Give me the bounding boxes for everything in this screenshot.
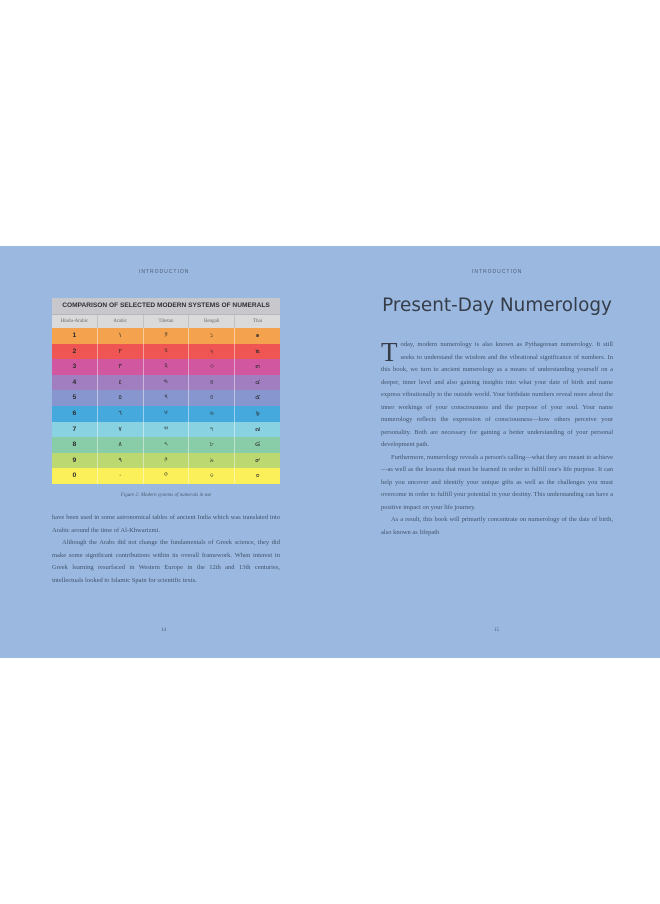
table-header-cell: Tibetan [144, 315, 190, 328]
right-running-head: INTRODUCTION [472, 269, 523, 275]
table-cell: ๖ [255, 409, 260, 417]
table-cell: 4 [52, 375, 98, 391]
table-cell: ༣ [144, 359, 190, 375]
table-caption: Figure 2: Modern systems of numerals in use [120, 493, 212, 498]
table-row [52, 375, 280, 391]
table-cell: ๙ [255, 456, 260, 464]
table-cell: 8 [52, 437, 98, 453]
left-body-text [52, 512, 280, 587]
table-cell: ٧ [98, 422, 144, 438]
table-header-cell: Bengali [189, 315, 235, 328]
book-spread [0, 246, 660, 658]
chapter-title: Present-Day Numerology [382, 295, 612, 316]
table-cell: 9 [52, 453, 98, 469]
table-cell: ๓ [255, 363, 260, 371]
table-cell: ༨ [144, 437, 190, 453]
left-paragraph: Although the Arabs did not change the fundamentals of Greek science, they did make some significant contributions within its overall framework. When interest in Greek learning resurfaced in Western Europe in the 12th and 13th centuries, intellectuals looked to Islamic Spain for scientific texts. [52, 539, 280, 584]
right-paragraph: As a result, this book will primarily concentrate on numerology of the date of birth, also known as lifepath [381, 516, 613, 536]
table-cell: 3 [52, 359, 98, 375]
table-cell: ༤ [144, 375, 190, 391]
table-cell: ৪ [189, 375, 235, 391]
right-page-number: 15 [494, 628, 499, 633]
table-cell: ৩ [189, 359, 235, 375]
table-row [52, 468, 280, 484]
table-row [52, 344, 280, 360]
table-cell: ১ [189, 328, 235, 344]
table-header-cell: Arabic [98, 315, 144, 328]
table-cell: 5 [52, 390, 98, 406]
table-cell: ๐ [255, 472, 260, 480]
table-cell: ༡ [144, 328, 190, 344]
table-cell: ৯ [189, 453, 235, 469]
table-cell: ๕ [255, 394, 261, 402]
table-cell: ٦ [98, 406, 144, 422]
table-cell: ๒ [255, 347, 260, 355]
table-body [52, 328, 280, 484]
table-title: COMPARISON OF SELECTED MODERN SYSTEMS OF NUMERALS [52, 298, 280, 314]
table-cell: ٩ [98, 453, 144, 469]
table-row [52, 359, 280, 375]
table-row [52, 422, 280, 438]
right-body-text [381, 339, 613, 539]
table-cell: 0 [52, 468, 98, 484]
table-cell: ༦ [144, 406, 190, 422]
table-cell: ٨ [98, 437, 144, 453]
table-cell: ٥ [98, 390, 144, 406]
table-cell: ৭ [189, 422, 235, 438]
table-cell: ٢ [98, 344, 144, 360]
table-cell: ١ [98, 328, 144, 344]
left-paragraph: have been used in some astronomical tables of ancient India which was translated into Arabic around the time of Al-Khwarizmi. [52, 514, 280, 534]
table-row [52, 390, 280, 406]
table-cell: ༥ [144, 390, 190, 406]
numerals-table [52, 298, 280, 484]
table-cell: ༠ [144, 468, 190, 484]
table-cell: ๑ [255, 332, 260, 339]
table-cell: ৫ [189, 390, 235, 406]
table-row [52, 453, 280, 469]
table-cell: ৬ [189, 406, 235, 422]
table-cell: 6 [52, 406, 98, 422]
table-header-cell: Thai [253, 319, 263, 324]
table-cell: ༧ [144, 422, 190, 438]
table-cell: ০ [189, 468, 235, 484]
table-row [52, 437, 280, 453]
table-cell: 2 [52, 344, 98, 360]
right-paragraph: Furthermore, numerology reveals a person's calling—what they are meant to achieve—as well as the lessons that must be learned in order to fulfill one's life purpose. It can help you uncover and identify your unique gifts as well as the challenges you must overcome in order to fulfill your potential in your destiny. This understanding can have a positive impact on your life journey. [381, 453, 613, 511]
table-cell: ๔ [255, 378, 261, 386]
table-cell: ٣ [98, 359, 144, 375]
table-cell: ٤ [98, 375, 144, 391]
right-paragraph [381, 339, 613, 452]
table-cell: ৮ [189, 437, 235, 453]
table-header-cell: Hindu-Arabic [52, 315, 98, 328]
first-paragraph-text: oday, modern numerology is also known as Pythagorean numerology. It still seeks to understand the wisdom and the vibrational significance of numbers. In this book, we turn to ancient numerology as a means of understanding yourself on a deeper, inner level and also gaining insights into what your date of birth and name express vibrationally to the outside world. Your birthdate numbers reveal more about the inner workings of your consciousness and the purpose of your soul. Your name numerology reflects the expression of consciousness—how others perceive your personality. Both are necessary for gaining a better understanding of your personal development path. [381, 341, 613, 448]
table-cell: ༩ [144, 453, 190, 469]
table-cell: ๗ [255, 425, 261, 433]
left-page-number: 14 [161, 628, 166, 633]
table-cell: ٠ [98, 468, 144, 484]
table-header-row [52, 314, 280, 328]
table-row [52, 328, 280, 344]
table-cell: ২ [189, 344, 235, 360]
table-row [52, 406, 280, 422]
table-cell: ๘ [255, 441, 261, 449]
table-cell: 1 [52, 328, 98, 344]
table-cell: ༢ [144, 344, 190, 360]
table-cell: 7 [52, 422, 98, 438]
left-running-head: INTRODUCTION [139, 269, 190, 275]
drop-cap: T [381, 337, 398, 367]
